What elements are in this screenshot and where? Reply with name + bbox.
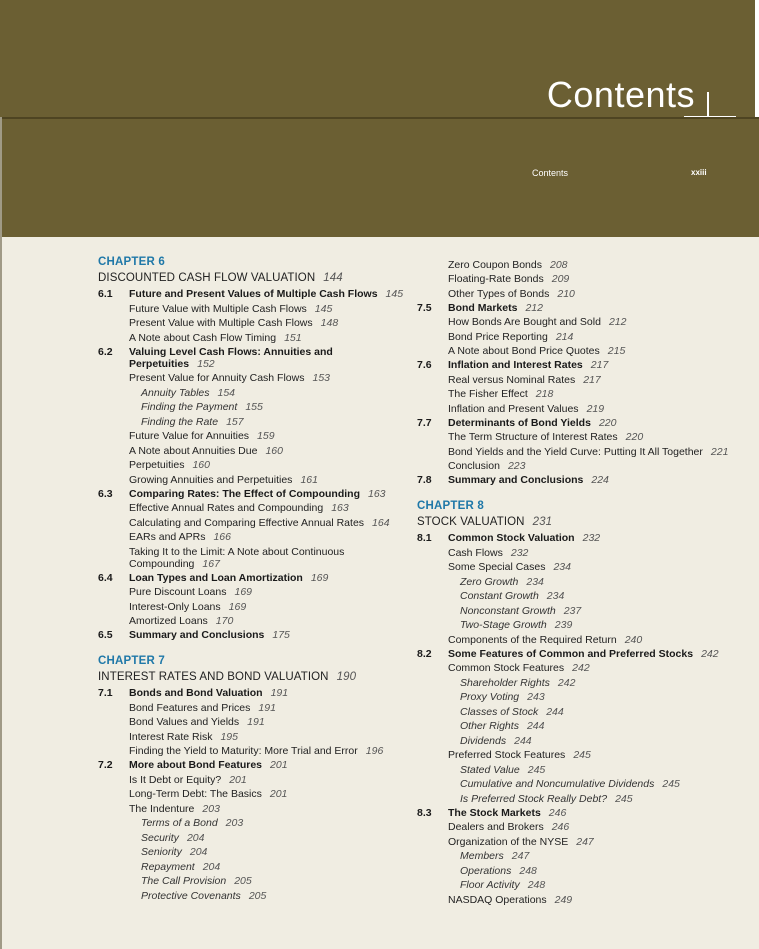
toc-subentry[interactable]: Operations 248	[460, 864, 537, 877]
toc-subentry[interactable]: Other Rights 244	[460, 720, 545, 732]
toc-entry[interactable]: Preferred Stock Features 245	[448, 749, 591, 761]
running-head: Contents	[532, 168, 569, 178]
toc-section[interactable]: 6.2 Valuing Level Cash Flows: Annuities and Perpetuities 152	[98, 345, 333, 370]
toc-entry[interactable]: Organization of the NYSE 247	[448, 835, 594, 848]
toc-subentry[interactable]: Two-Stage Growth 239	[460, 619, 573, 631]
toc-entry[interactable]: Finding the Yield to Maturity: More Trial and Error 196	[129, 745, 384, 757]
toc-subentry[interactable]: Terms of a Bond 203	[141, 817, 244, 829]
toc-section[interactable]: 6.3 Comparing Rates: The Effect of Compounding 163	[98, 487, 386, 500]
toc-section[interactable]: 7.1 Bonds and Bond Valuation 191	[98, 687, 289, 699]
toc-entry[interactable]: Bond Price Reporting 214	[448, 330, 574, 343]
page-header-band	[2, 117, 759, 237]
toc-entry[interactable]: Other Types of Bonds 210	[448, 287, 575, 300]
toc-entry[interactable]: Calculating and Comparing Effective Annual Rates 164	[129, 516, 390, 529]
toc-entry[interactable]: The Fisher Effect 218	[448, 388, 554, 400]
toc-entry[interactable]: A Note about Cash Flow Timing 151	[129, 331, 302, 344]
toc-entry[interactable]: How Bonds Are Bought and Sold 212	[448, 316, 627, 328]
toc-entry[interactable]: A Note about Bond Price Quotes 215	[448, 345, 626, 357]
toc-section[interactable]: 8.3 The Stock Markets 246	[417, 806, 567, 819]
book-page	[0, 117, 759, 949]
toc-section[interactable]: 8.2 Some Features of Common and Preferred Stocks 242	[417, 647, 719, 660]
toc-entry[interactable]: Dealers and Brokers 246	[448, 821, 570, 833]
toc-entry[interactable]: Perpetuities 160	[129, 459, 210, 471]
toc-section[interactable]: 7.6 Inflation and Interest Rates 217	[417, 359, 609, 371]
toc-entry[interactable]: EARs and APRs 166	[129, 531, 231, 543]
contents-title: Contents	[546, 74, 695, 115]
chapter-label: CHAPTER 7	[98, 655, 165, 667]
toc-section[interactable]: 6.5 Summary and Conclusions 175	[98, 629, 290, 641]
toc-subentry[interactable]: Annuity Tables 154	[141, 386, 236, 399]
toc-entry[interactable]: Bond Features and Prices 191	[129, 701, 276, 714]
toc-entry[interactable]: Cash Flows 232	[448, 546, 529, 559]
toc-section[interactable]: 6.4 Loan Types and Loan Amortization 169	[98, 571, 329, 584]
toc-subentry[interactable]: The Call Provision 205	[141, 875, 252, 887]
toc-entry[interactable]: Effective Annual Rates and Compounding 163	[129, 502, 349, 514]
chapter-spacer	[415, 486, 745, 500]
toc-section[interactable]: 6.1 Future and Present Values of Multiple Cash Flows 145	[98, 288, 404, 300]
toc-subentry[interactable]: Finding the Rate 157	[141, 415, 244, 428]
toc-entry[interactable]: The Indenture 203	[129, 802, 220, 815]
toc-entry[interactable]: Growing Annuities and Perpetuities 161	[129, 473, 318, 486]
toc-subentry[interactable]: Cumulative and Noncumulative Dividends 245	[460, 778, 680, 790]
toc-entry[interactable]: NASDAQ Operations 249	[448, 893, 573, 906]
toc-section[interactable]: 7.8 Summary and Conclusions 224	[417, 474, 609, 486]
toc-subentry[interactable]: Constant Growth 234	[460, 590, 565, 602]
toc-entry[interactable]: Zero Coupon Bonds 208	[448, 258, 568, 271]
toc-entry[interactable]: Interest-Only Loans 169	[129, 600, 247, 613]
toc-entry[interactable]: Present Value with Multiple Cash Flows 148	[129, 317, 339, 329]
toc-entry[interactable]: A Note about Annuities Due 160	[129, 444, 283, 457]
toc-subentry[interactable]: Dividends 244	[460, 734, 532, 747]
chapter-title: INTEREST RATES AND BOND VALUATION 190	[98, 671, 357, 683]
page-folio: xxiii	[691, 168, 707, 177]
chapter-title: STOCK VALUATION 231	[417, 516, 553, 528]
toc-entry[interactable]: Bond Yields and the Yield Curve: Putting It All Together 221	[448, 445, 729, 458]
toc-entry[interactable]: Some Special Cases 234	[448, 561, 571, 573]
toc-entry[interactable]: Common Stock Features 242	[448, 662, 590, 674]
toc-left-column	[96, 256, 406, 902]
toc-subentry[interactable]: Protective Covenants 205	[141, 889, 267, 902]
toc-subentry[interactable]: Security 204	[141, 831, 205, 844]
toc-entry[interactable]: Is It Debt or Equity? 201	[129, 773, 247, 786]
toc-subentry[interactable]: Stated Value 245	[460, 763, 546, 776]
top-band	[0, 0, 755, 118]
toc-entry[interactable]: The Term Structure of Interest Rates 220	[448, 431, 644, 443]
toc-subentry[interactable]: Finding the Payment 155	[141, 401, 263, 413]
toc-section[interactable]: 7.7 Determinants of Bond Yields 220	[417, 416, 617, 429]
title-rule-vertical	[707, 92, 709, 118]
toc-entry[interactable]: Floating-Rate Bonds 209	[448, 273, 570, 285]
toc-entry[interactable]: Conclusion 223	[448, 460, 526, 472]
toc-subentry[interactable]: Shareholder Rights 242	[460, 676, 576, 689]
toc-entry[interactable]: Inflation and Present Values 219	[448, 402, 605, 415]
toc-entry[interactable]: Taking It to the Limit: A Note about Continuous Compounding 167	[129, 545, 345, 570]
toc-section[interactable]: 7.2 More about Bond Features 201	[98, 759, 288, 771]
toc-right-column	[415, 256, 745, 906]
toc-subentry[interactable]: Nonconstant Growth 237	[460, 604, 582, 617]
toc-entry[interactable]: Interest Rate Risk 195	[129, 730, 238, 743]
toc-subentry[interactable]: Repayment 204	[141, 860, 221, 873]
toc-subentry[interactable]: Is Preferred Stock Really Debt? 245	[460, 792, 633, 805]
toc-subentry[interactable]: Proxy Voting 243	[460, 691, 545, 703]
toc-entry[interactable]: Future Value with Multiple Cash Flows 145	[129, 302, 333, 315]
chapter-spacer	[96, 641, 406, 655]
toc-entry[interactable]: Components of the Required Return 240	[448, 633, 643, 646]
toc-entry[interactable]: Long-Term Debt: The Basics 201	[129, 788, 288, 800]
toc-subentry[interactable]: Classes of Stock 244	[460, 705, 564, 718]
toc-entry[interactable]: Present Value for Annuity Cash Flows 153	[129, 372, 331, 384]
toc-subentry[interactable]: Floor Activity 248	[460, 879, 546, 891]
toc-subentry[interactable]: Members 247	[460, 850, 530, 862]
toc-entry[interactable]: Future Value for Annuities 159	[129, 430, 275, 442]
toc-entry[interactable]: Real versus Nominal Rates 217	[448, 373, 601, 386]
toc-section[interactable]: 7.5 Bond Markets 212	[417, 301, 543, 314]
chapter-label: CHAPTER 6	[98, 256, 165, 268]
toc-subentry[interactable]: Zero Growth 234	[460, 575, 544, 588]
toc-entry[interactable]: Amortized Loans 170	[129, 615, 234, 627]
toc-entry[interactable]: Pure Discount Loans 169	[129, 586, 253, 598]
toc-subentry[interactable]: Seniority 204	[141, 846, 208, 858]
chapter-title: DISCOUNTED CASH FLOW VALUATION 144	[98, 272, 343, 284]
toc-section[interactable]: 8.1 Common Stock Valuation 232	[417, 532, 601, 544]
chapter-label: CHAPTER 8	[417, 500, 484, 512]
toc-entry[interactable]: Bond Values and Yields 191	[129, 716, 265, 728]
